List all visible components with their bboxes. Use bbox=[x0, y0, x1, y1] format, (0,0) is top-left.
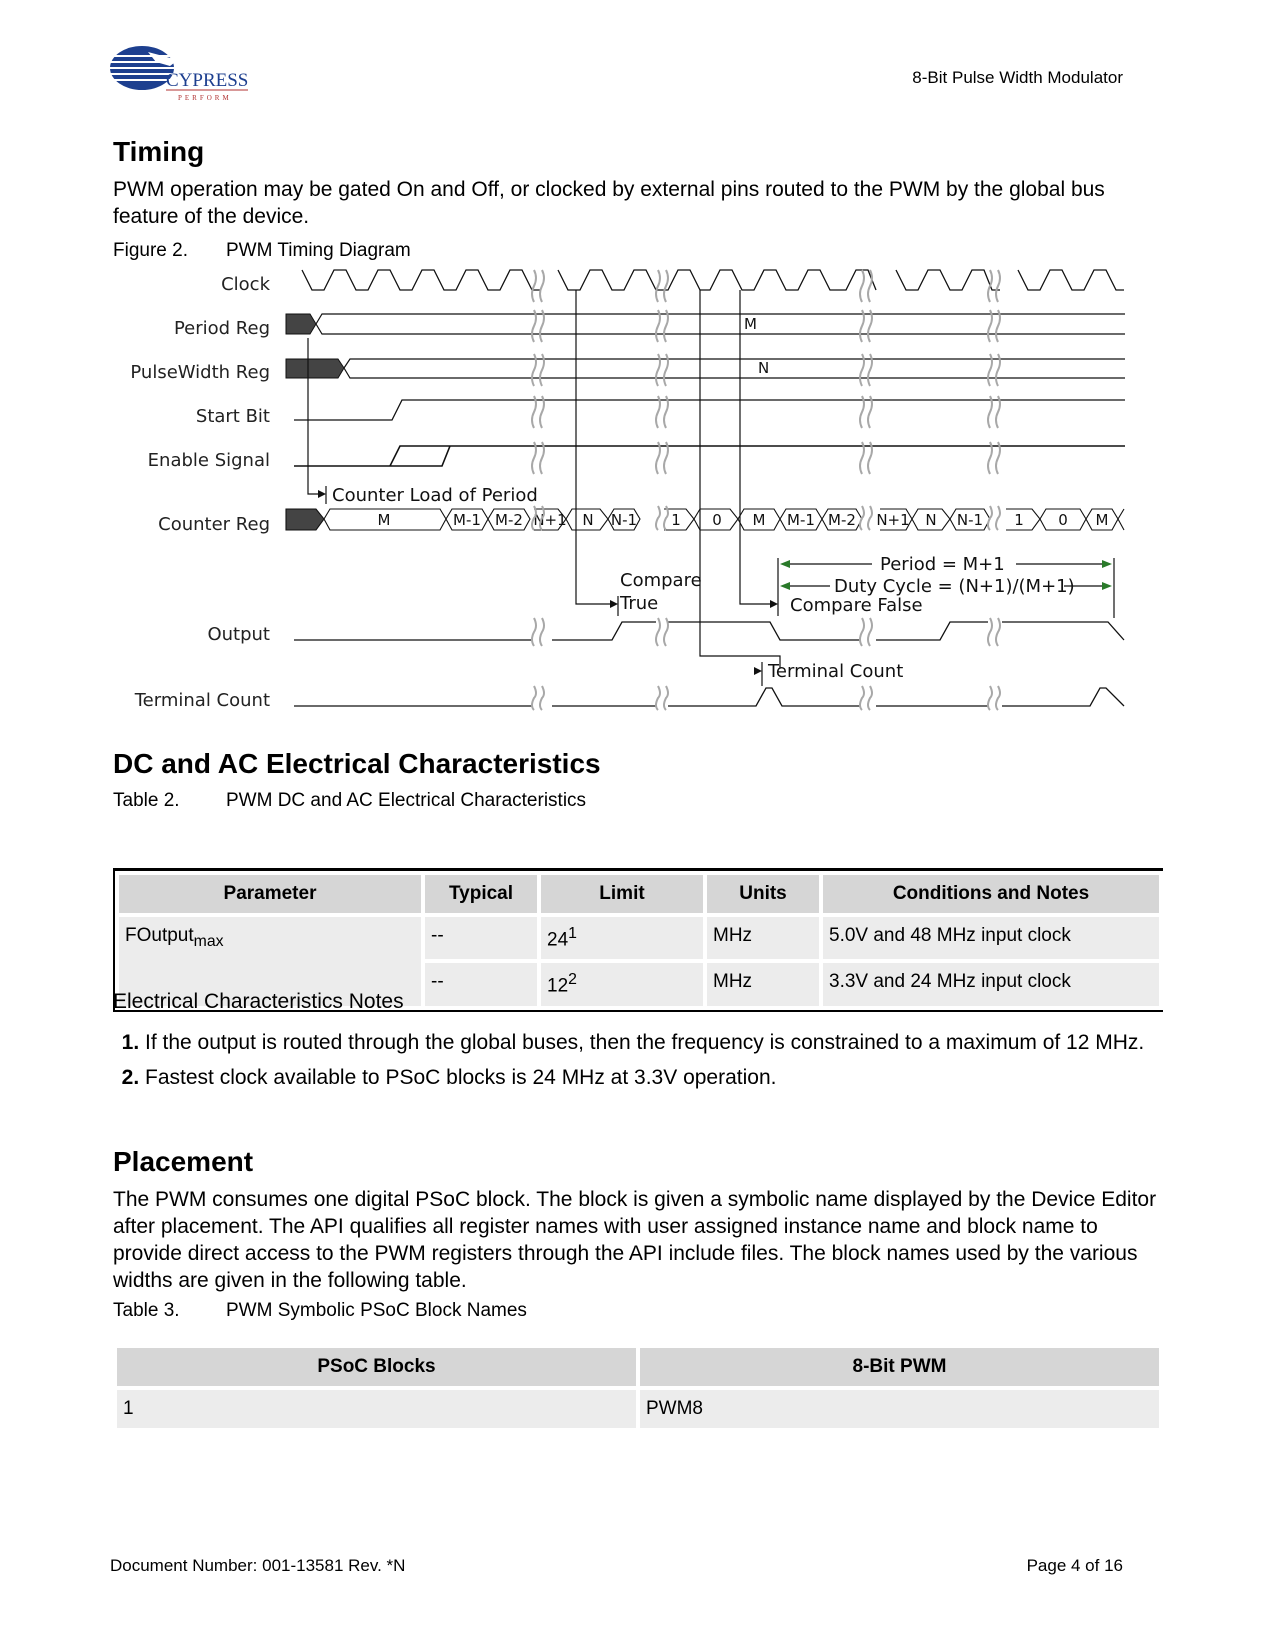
col-8bit-pwm: 8-Bit PWM bbox=[640, 1348, 1159, 1386]
svg-text:M: M bbox=[377, 511, 391, 529]
electrical-heading: DC and AC Electrical Characteristics bbox=[113, 748, 601, 779]
arrow-compare-false-icon bbox=[770, 600, 778, 608]
note-item: 2. Fastest clock available to PSoC blocks is 24 MHz at 3.3V operation. bbox=[145, 1064, 1163, 1091]
electrical-notes bbox=[113, 988, 1163, 1099]
table-header-row bbox=[117, 1348, 1159, 1386]
conditions-cell: 3.3V and 24 MHz input clock bbox=[823, 963, 1159, 1005]
svg-text:N-1: N-1 bbox=[956, 511, 984, 529]
psoc-blocks-cell: 1 bbox=[117, 1390, 636, 1428]
arrow-compare-true-icon bbox=[610, 600, 618, 608]
duty-arrow-right-icon bbox=[1102, 582, 1112, 590]
svg-text:PERFORM: PERFORM bbox=[178, 94, 232, 102]
signal-label-start-bit: Start Bit bbox=[195, 406, 270, 427]
svg-text:N: N bbox=[582, 511, 594, 529]
svg-text:M-1: M-1 bbox=[453, 511, 481, 529]
col-typical: Typical bbox=[425, 875, 537, 913]
col-units: Units bbox=[707, 875, 819, 913]
placement-paragraph: The PWM consumes one digital PSoC block. The block is given a symbolic name displayed by the Device Editor after placement. The API qualifies all register names with user assigned instance name and block name to provide direct access to the PWM registers through the API include files. The block names used by the various widths are given in the following table. bbox=[113, 1188, 1157, 1292]
figure-title: PWM Timing Diagram bbox=[226, 240, 411, 261]
svg-text:CYPRESS: CYPRESS bbox=[166, 70, 249, 91]
signal-label-terminal-count: Terminal Count bbox=[134, 690, 270, 711]
period-annotation: Period = M+1 bbox=[880, 554, 1005, 575]
signal-label-output: Output bbox=[207, 624, 270, 645]
parameter-cell: FOutput$_{max}$ bbox=[119, 917, 421, 1006]
col-limit: Limit bbox=[541, 875, 703, 913]
signal-label-clock: Clock bbox=[221, 274, 270, 295]
compare-true-annotation-line2: True bbox=[620, 593, 659, 614]
table2-number: Table 2. bbox=[113, 790, 180, 811]
pwm-name-cell: PWM8 bbox=[640, 1390, 1159, 1428]
duty-arrow-left-icon bbox=[780, 582, 790, 590]
arrow-counter-load-icon bbox=[318, 490, 326, 498]
svg-text:M: M bbox=[752, 511, 766, 529]
svg-text:M: M bbox=[1095, 511, 1109, 529]
compare-true-annotation-line1: Compare bbox=[620, 570, 702, 591]
terminal-count-annotation: Terminal Count bbox=[768, 661, 904, 682]
counter-load-annotation: Counter Load of Period bbox=[332, 485, 538, 506]
svg-text:M-2: M-2 bbox=[495, 511, 523, 529]
period-arrow-right-icon bbox=[1102, 560, 1112, 568]
page-number: Page 4 of 16 bbox=[1026, 1556, 1123, 1575]
col-conditions: Conditions and Notes bbox=[823, 875, 1159, 913]
svg-text:1: 1 bbox=[671, 511, 681, 529]
table3-number: Table 3. bbox=[113, 1300, 180, 1321]
figure-caption bbox=[113, 240, 411, 262]
pwm-timing-diagram bbox=[120, 268, 1180, 748]
timing-heading: Timing bbox=[113, 136, 205, 167]
conditions-cell: 5.0V and 48 MHz input clock bbox=[823, 917, 1159, 959]
table2-title: PWM DC and AC Electrical Characteristics bbox=[226, 790, 587, 811]
period-reg-value: M bbox=[744, 315, 757, 333]
svg-text:1: 1 bbox=[1014, 511, 1024, 529]
svg-text:N-1: N-1 bbox=[610, 511, 638, 529]
svg-text:M-1: M-1 bbox=[787, 511, 815, 529]
note-item: 1. If the output is routed through the global buses, then the frequency is constrained to a maximum of 12 MHz. bbox=[145, 1029, 1163, 1056]
table-header-row bbox=[119, 875, 1159, 913]
col-parameter: Parameter bbox=[119, 875, 421, 913]
period-arrow-left-icon bbox=[780, 560, 790, 568]
placement-heading: Placement bbox=[113, 1146, 254, 1177]
cypress-logo bbox=[108, 42, 253, 104]
table3-caption bbox=[113, 1300, 527, 1322]
typical-cell: -- bbox=[425, 917, 537, 959]
psoc-block-names-table bbox=[113, 1344, 1163, 1432]
table3-title: PWM Symbolic PSoC Block Names bbox=[226, 1300, 527, 1321]
limit-cell: $24^1$ bbox=[541, 917, 703, 959]
notes-title: Electrical Characteristics Notes bbox=[113, 990, 404, 1013]
units-cell: MHz bbox=[707, 917, 819, 959]
table-row bbox=[117, 1390, 1159, 1428]
timing-paragraph: PWM operation may be gated On and Off, or clocked by external pins routed to the PWM by the global bus feature of the device. bbox=[113, 178, 1105, 228]
document-number: Document Number: 001-13581 Rev. *N bbox=[110, 1556, 406, 1575]
signal-label-enable-signal: Enable Signal bbox=[147, 450, 270, 471]
signal-label-pulsewidth-reg: PulseWidth Reg bbox=[130, 362, 270, 383]
duty-cycle-annotation: Duty Cycle = (N+1)/(M+1) bbox=[834, 576, 1075, 597]
svg-text:0: 0 bbox=[712, 511, 722, 529]
svg-text:M-2: M-2 bbox=[828, 511, 856, 529]
svg-text:N+1: N+1 bbox=[876, 511, 910, 529]
compare-false-annotation: Compare False bbox=[790, 595, 923, 616]
pulsewidth-reg-value: N bbox=[758, 359, 770, 377]
figure-number: Figure 2. bbox=[113, 240, 188, 261]
signal-label-period-reg: Period Reg bbox=[173, 318, 270, 339]
typical-cell: -- bbox=[425, 963, 537, 1005]
signal-label-counter-reg: Counter Reg bbox=[158, 514, 270, 535]
arrow-terminal-count-icon bbox=[754, 667, 762, 675]
col-psoc-blocks: PSoC Blocks bbox=[117, 1348, 636, 1386]
svg-text:0: 0 bbox=[1058, 511, 1068, 529]
table-row bbox=[119, 917, 1159, 959]
table2-caption bbox=[113, 790, 586, 812]
units-cell: MHz bbox=[707, 963, 819, 1005]
svg-text:N+1: N+1 bbox=[533, 511, 567, 529]
svg-text:N: N bbox=[925, 511, 937, 529]
document-title-header: 8-Bit Pulse Width Modulator bbox=[912, 68, 1123, 87]
timing-break-marks bbox=[532, 270, 1000, 710]
limit-cell: $12^2$ bbox=[541, 963, 703, 1005]
